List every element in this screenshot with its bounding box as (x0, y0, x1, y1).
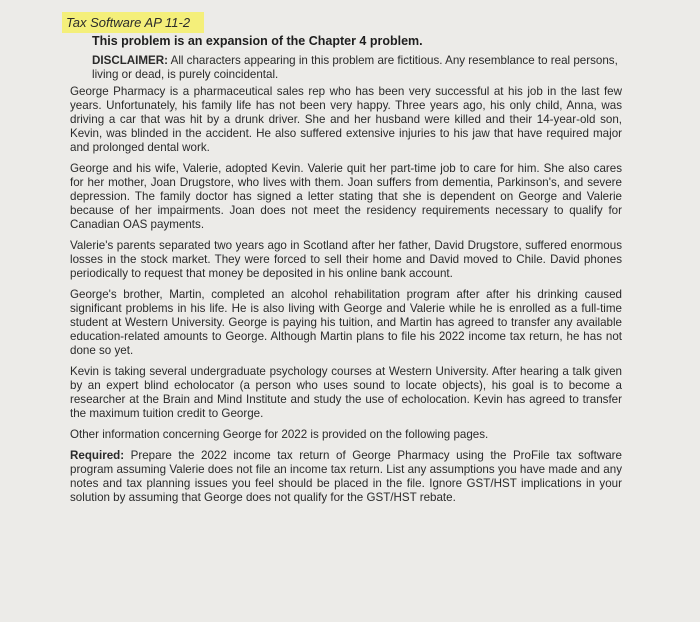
paragraph-2: George and his wife, Valerie, adopted Kevin. Valerie quit her part-time job to care for him. She also cares for her mother, Joan Drugstore, who lives with them. Joan suffers from dementia, Parkinson's, and severe depression. The family doctor has signed a letter stating that she is dependent on George and Valerie because of her impairments. Joan does not meet the residency requirements necessary to qualify for Canadian OAS payments. (70, 162, 622, 231)
disclaimer-label: DISCLAIMER: (92, 54, 168, 67)
required-text: Prepare the 2022 income tax return of George Pharmacy using the ProFile tax software program assuming Valerie does not file an income tax return. List any assumptions you have made and any notes and tax planning issues you feel should be placed in the file. Ignore GST/HST implications in your solution by assuming that George does not qualify for the GST/HST rebate. (70, 449, 622, 504)
paragraph-3: Valerie's parents separated two years ago in Scotland after her father, David Drugstore, suffered enormous losses in the stock market. They were forced to sell their home and David moved to Chile. David phones periodically to request that money be deposited in his online bank account. (70, 239, 622, 280)
disclaimer-text: All characters appearing in this problem are fictitious. Any resemblance to real persons, living or dead, is purely coincidental. (92, 54, 618, 81)
subtitle: This problem is an expansion of the Chapter 4 problem. (92, 34, 423, 48)
paragraph-6: Other information concerning George for 2022 is provided on the following pages. (70, 428, 489, 441)
paragraph-5: Kevin is taking several undergraduate psychology courses at Western University. After hearing a talk given by an expert blind echolocator (a person who uses sound to locate objects), his goal is to become a researcher at the Brain and Mind Institute and study the use of echolocation. Kevin has agreed to transfer the maximum tuition credit to George. (70, 365, 622, 420)
disclaimer (92, 54, 622, 82)
paragraph-4: George's brother, Martin, completed an alcohol rehabilitation program after after his drinking caused significant problems in his life. He is also living with George and Valerie while he is enrolled as a full-time student at Western University. George is paying his tuition, and Martin has agreed to transfer any available education-related amounts to George. Although Martin plans to file his 2022 income tax return, he has not done so yet. (70, 288, 622, 357)
paragraph-1: George Pharmacy is a pharmaceutical sales rep who has been very successful at his job in the last few years. Unfortunately, his family life has not been very happy. Three years ago, his only child, Anna, was driving a car that was hit by a drunk driver. She and her husband were killed and their 14-year-old son, Kevin, was blinded in the accident. He also suffered extensive injuries to his jaw that have required major and prolonged dental work. (70, 85, 622, 154)
required-label: Required: (70, 449, 125, 462)
required-section (70, 449, 622, 505)
header-title: Tax Software AP 11-2 (62, 12, 204, 33)
